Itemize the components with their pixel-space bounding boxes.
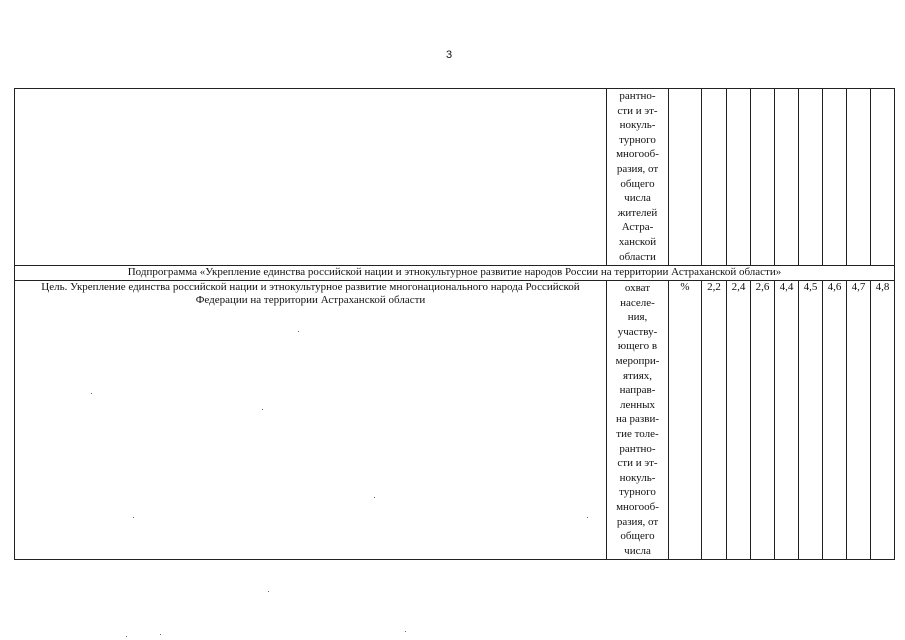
value-cell	[823, 89, 847, 266]
indicator-line: общего	[620, 177, 655, 190]
scan-speck	[374, 497, 375, 498]
value-cell: 4,7	[847, 281, 871, 560]
indicator-line: населе-	[620, 296, 655, 309]
indicator-line: числа	[624, 192, 651, 205]
value-cell	[799, 89, 823, 266]
indicator-line: разия, от	[616, 162, 659, 175]
page-number: 3	[446, 49, 453, 61]
indicator-line: разия, от	[616, 515, 659, 528]
value-cell: 4,6	[823, 281, 847, 560]
indicator-line: тие толе-	[616, 427, 659, 440]
indicator-line: турного	[619, 133, 656, 146]
value-cell	[702, 89, 727, 266]
scan-speck	[405, 631, 406, 632]
indicator-line: охват	[624, 282, 651, 294]
indicator-line: на разви-	[616, 413, 659, 426]
indicator-line: числа	[624, 544, 651, 557]
value-cell	[775, 89, 799, 266]
value-cell	[727, 89, 751, 266]
value-cell: 4,8	[871, 281, 895, 560]
indicator-line: жителей	[617, 206, 658, 219]
scan-speck	[160, 634, 161, 635]
goal-cell-empty	[15, 89, 607, 266]
indicator-line: рантно-	[619, 90, 656, 102]
indicator-cell	[607, 89, 669, 266]
value-cell: 2,6	[751, 281, 775, 560]
indicator-line: направ-	[619, 384, 656, 397]
indicator-line: многооб-	[616, 148, 659, 161]
table-row	[15, 89, 895, 266]
value-cell: 4,4	[775, 281, 799, 560]
unit-cell: %	[669, 281, 702, 560]
value-cell: 2,2	[702, 281, 727, 560]
indicator-line: сти и эт-	[617, 104, 658, 117]
indicator-line: турного	[619, 486, 656, 499]
indicators-table	[14, 88, 895, 560]
indicator-line: Астра-	[621, 221, 654, 234]
indicator-line: ятиях,	[622, 369, 653, 382]
value-cell	[847, 89, 871, 266]
indicator-line: ханской	[618, 235, 657, 248]
scan-speck	[262, 409, 263, 410]
value-cell	[871, 89, 895, 266]
indicator-cell	[607, 281, 669, 560]
value-cell: 2,4	[727, 281, 751, 560]
indicator-line: ния,	[627, 311, 648, 324]
value-cell: 4,5	[799, 281, 823, 560]
scan-speck	[126, 636, 127, 637]
value-cell	[751, 89, 775, 266]
indicator-line: ленных	[619, 398, 656, 411]
scan-speck	[268, 591, 269, 592]
indicator-line: ющего в	[617, 340, 658, 353]
subprogram-title: Подпрограмма «Укрепление единства российской нации и этнокультурное развитие народов России на территории Астраханской области»	[15, 266, 895, 281]
indicator-line: нокуль-	[619, 471, 656, 484]
goal-text: Цель. Укрепление единства российской нации и этнокультурное развитие многонационального народа Российской Федерации на территории Астраханской области	[15, 281, 607, 560]
indicator-line: общего	[620, 530, 655, 543]
indicator-line: меропри-	[615, 354, 660, 367]
indicator-line: нокуль-	[619, 119, 656, 132]
indicator-line: сти и эт-	[617, 457, 658, 470]
scan-speck	[133, 517, 134, 518]
indicator-line: области	[619, 250, 656, 263]
indicator-line: многооб-	[616, 500, 659, 513]
indicator-line: рантно-	[619, 442, 656, 455]
unit-cell	[669, 89, 702, 266]
indicator-line: участву-	[617, 325, 658, 338]
subprogram-row	[15, 266, 895, 281]
scan-speck	[91, 393, 92, 394]
scan-speck	[587, 517, 588, 518]
table-row	[15, 281, 895, 560]
scan-speck	[298, 331, 299, 332]
